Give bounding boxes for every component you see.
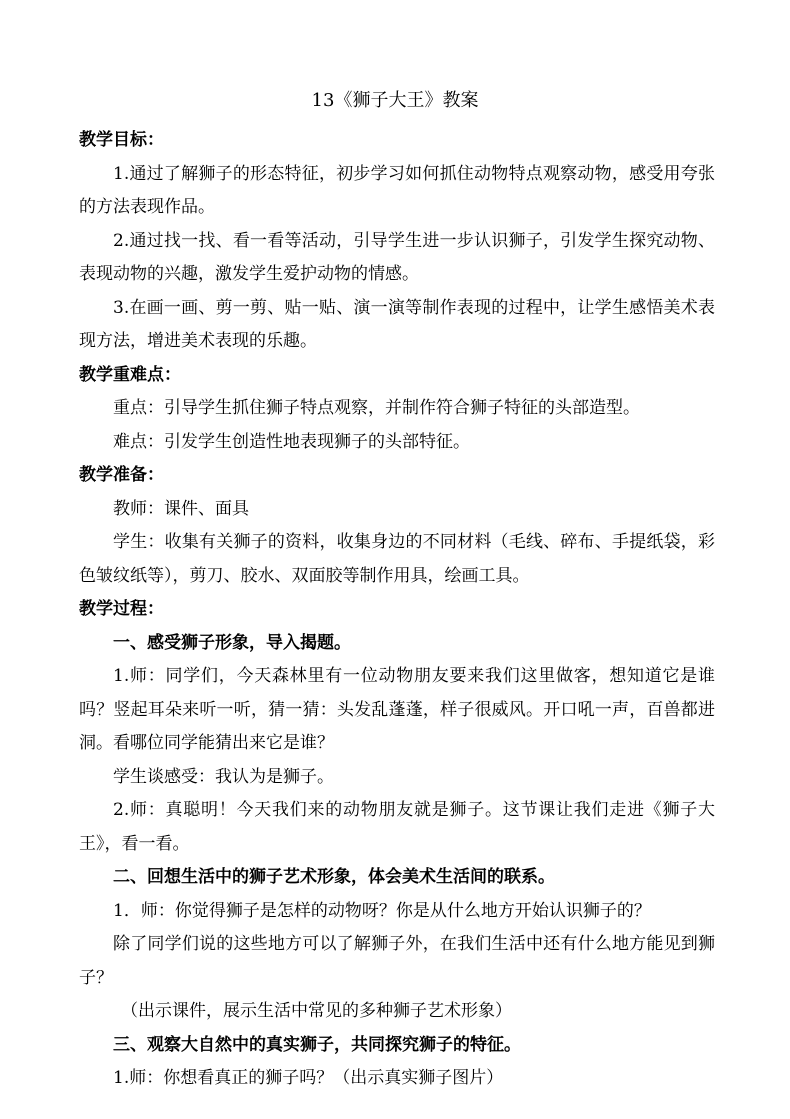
preparation-student: 学生：收集有关狮子的资料，收集身边的不同材料（毛线、碎布、手提纸袋，彩色皱纹纸等），剪刀、胶水、双面胶等制作用具，绘画工具。 — [79, 532, 715, 586]
document-body — [79, 124, 715, 1096]
key-point-difficulty: 难点：引发学生创造性地表现狮子的头部特征。 — [113, 431, 470, 452]
goal-item-3: 3.在画一画、剪一剪、贴一贴、演一演等制作表现的过程中，让学生感悟美术表现方法，增进美术表现的乐趣。 — [79, 297, 715, 351]
process-part2-item-3: （出示课件，展示生活中常见的多种狮子艺术形象） — [121, 1001, 512, 1021]
preparation-teacher: 教师：课件、面具 — [113, 498, 249, 519]
preparation-heading: 教学准备： — [79, 465, 164, 485]
process-part1-item-2: 学生谈感受：我认为是狮子。 — [113, 766, 334, 787]
key-points-heading: 教学重难点： — [79, 364, 181, 385]
process-part2-item-2: 除了同学们说的这些地方可以了解狮子外，在我们生活中还有什么地方能见到狮子？ — [79, 934, 715, 988]
process-part1-heading: 一、感受狮子形象，导入揭题。 — [113, 632, 351, 653]
process-part1-item-1: 1.师：同学们，今天森林里有一位动物朋友要来我们这里做客，想知道它是谁吗？竖起耳朵来听一听，猜一猜：头发乱蓬蓬，样子很威风。开口吼一声，百兽都进洞。看哪位同学能猜出来它是谁？ — [79, 666, 715, 753]
process-part2-heading: 二、回想生活中的狮子艺术形象，体会美术生活间的联系。 — [113, 867, 555, 887]
goals-heading: 教学目标： — [79, 130, 164, 150]
process-heading: 教学过程： — [79, 599, 164, 619]
document-title: 13《狮子大王》教案 — [311, 90, 479, 111]
process-part3-heading: 三、观察大自然中的真实狮子，共同探究狮子的特征。 — [113, 1034, 521, 1055]
process-part1-item-3: 2.师：真聪明！今天我们来的动物朋友就是狮子。这节课让我们走进《狮子大王》，看一看。 — [79, 800, 715, 854]
process-part3-item-1: 1.师：你想看真正的狮子吗？（出示真实狮子图片） — [113, 1068, 504, 1088]
key-point-focus: 重点：引导学生抓住狮子特点观察，并制作符合狮子特征的头部造型。 — [113, 398, 640, 418]
goal-item-1: 1.通过了解狮子的形态特征，初步学习如何抓住动物特点观察动物，感受用夸张的方法表现作品。 — [79, 163, 715, 217]
process-part2-item-1: 1．师：你觉得狮子是怎样的动物呀？你是从什么地方开始认识狮子的？ — [113, 900, 651, 921]
goal-item-2: 2.通过找一找、看一看等活动，引导学生进一步认识狮子，引发学生探究动物、表现动物的兴趣，激发学生爱护动物的情感。 — [79, 230, 715, 284]
